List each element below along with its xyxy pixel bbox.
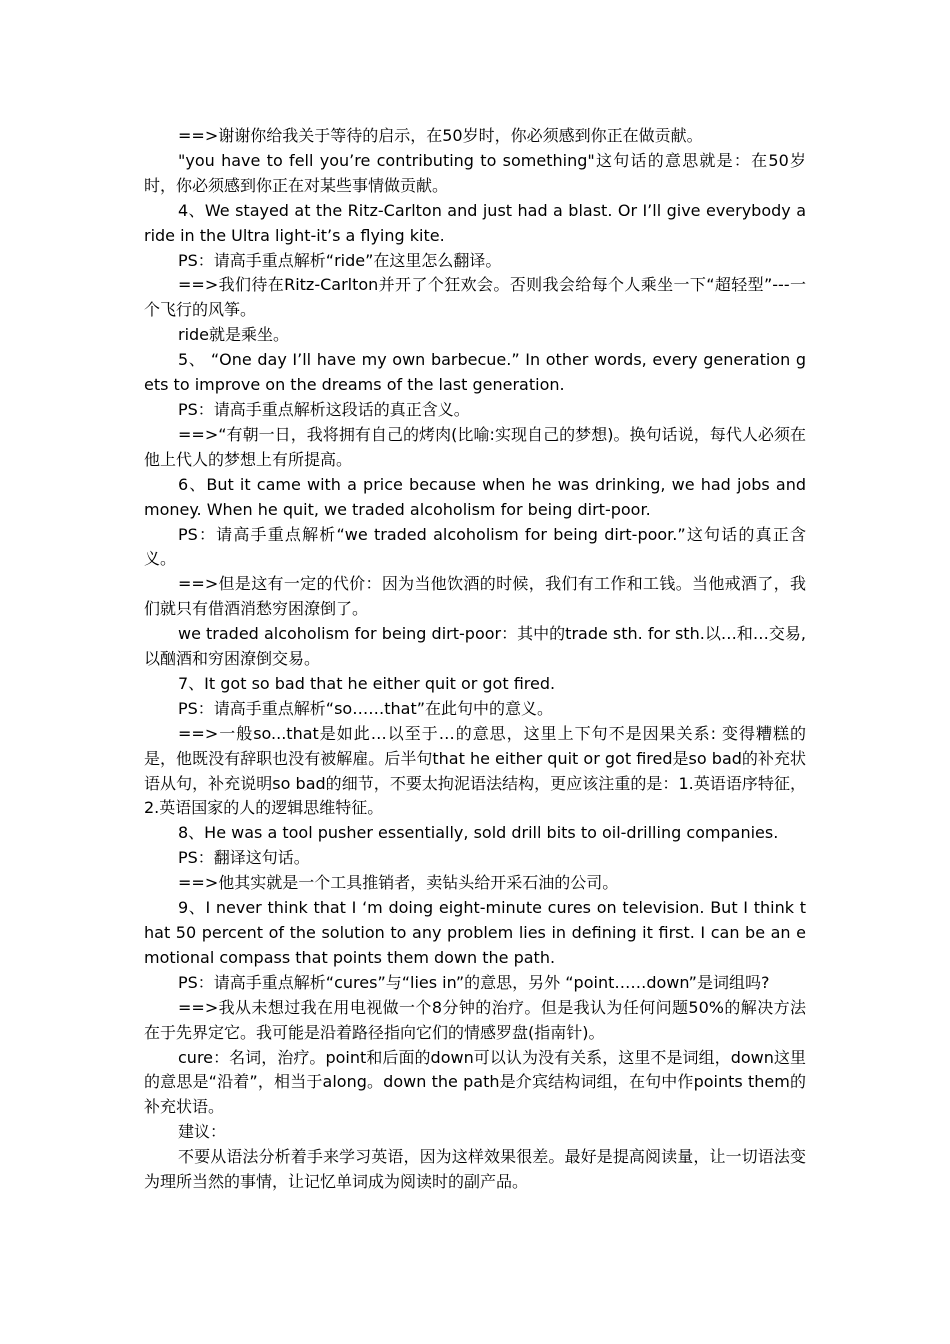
paragraph-24: 建议： <box>178 1122 227 1142</box>
paragraph-14: 7、It got so bad that he either quit or got fired. <box>178 673 556 693</box>
paragraph-10: 6、But it came with a price because when he was drinking, we had jobs and money. When he quit, we traded alcoholism for being dirt-poor. <box>144 474 806 519</box>
paragraph-16: ==>一般so...that是如此…以至于…的意思，这里上下句不是因果关系: 变得糟糕的是，他既没有辞职也没有被解雇。后半句that he either quit or got fired是so bad的补充状语从句，补充说明so bad的细节，不要太拘泥语法结构，更应该注重的是：1.英语语序特征，2.英语国家的人的逻辑思维特征。 <box>144 723 806 818</box>
paragraph-3: 4、We stayed at the Ritz-Carlton and just had a blast. Or I’ll give everybody a ride in the Ultra light-it’s a flying kite. <box>144 200 806 245</box>
paragraph-2: "you have to fell you’re contributing to something"这句话的意思就是：在50岁时，你必须感到你正在对某些事情做贡献。 <box>144 150 806 195</box>
paragraph-15: PS：请高手重点解析“so……that”在此句中的意义。 <box>178 698 554 718</box>
paragraph-21: PS：请高手重点解析“cures”与“lies in”的意思，另外 “point……down”是词组吗? <box>178 972 770 992</box>
paragraph-4: PS：请高手重点解析“ride”在这里怎么翻译。 <box>178 250 502 270</box>
paragraph-7: 5、 “One day I’ll have my own barbecue.” In other words, every generation gets to improve on the dreams of the last generation. <box>144 350 806 395</box>
paragraph-25: 不要从语法分析着手来学习英语，因为这样效果很差。最好是提高阅读量，让一切语法变为理所当然的事情，让记忆单词成为阅读时的副产品。 <box>144 1147 806 1192</box>
paragraph-13: we traded alcoholism for being dirt-poor：其中的trade sth. for sth.以…和…交易,以酗酒和穷困潦倒交易。 <box>144 624 806 669</box>
paragraph-1: ==>谢谢你给我关于等待的启示，在50岁时，你必须感到你正在做贡献。 <box>178 126 703 145</box>
paragraph-6: ride就是乘坐。 <box>178 325 290 345</box>
paragraph-19: ==>他其实就是一个工具推销者，卖钻头给开采石油的公司。 <box>178 873 619 893</box>
paragraph-11: PS：请高手重点解析“we traded alcoholism for being dirt-poor.”这句话的真正含义。 <box>144 524 806 569</box>
paragraph-8: PS：请高手重点解析这段话的真正含义。 <box>178 399 470 419</box>
paragraph-9: ==>“有朝一日，我将拥有自己的烤肉(比喻:实现自己的梦想)。换句话说，每代人必须在他上代人的梦想上有所提高。 <box>144 424 806 469</box>
paragraph-17: 8、He was a tool pusher essentially, sold drill bits to oil-drilling companies. <box>178 823 779 843</box>
paragraph-20: 9、I never think that I ‘m doing eight-minute cures on television. But I think that 50 percent of the solution to any problem lies in defining it first. I can be an emotional compass that points them down the path. <box>144 898 806 967</box>
document-body <box>144 124 806 1195</box>
paragraph-12: ==>但是这有一定的代价：因为当他饮酒的时候，我们有工作和工钱。当他戒酒了，我们就只有借酒消愁穷困潦倒了。 <box>144 574 806 619</box>
paragraph-23: cure：名词，治疗。point和后面的down可以认为没有关系，这里不是词组，down这里的意思是“沿着”，相当于along。down the path是介宾结构词组，在句中作points them的补充状语。 <box>144 1047 806 1117</box>
paragraph-18: PS：翻译这句话。 <box>178 848 310 868</box>
paragraph-22: ==>我从未想过我在用电视做一个8分钟的治疗。但是我认为任何问题50%的解决方法在于先界定它。我可能是沿着路径指向它们的情感罗盘(指南针)。 <box>144 997 806 1042</box>
paragraph-5: ==>我们待在Ritz-Carlton并开了个狂欢会。否则我会给每个人乘坐一下“超轻型”---一个飞行的风筝。 <box>144 275 806 320</box>
